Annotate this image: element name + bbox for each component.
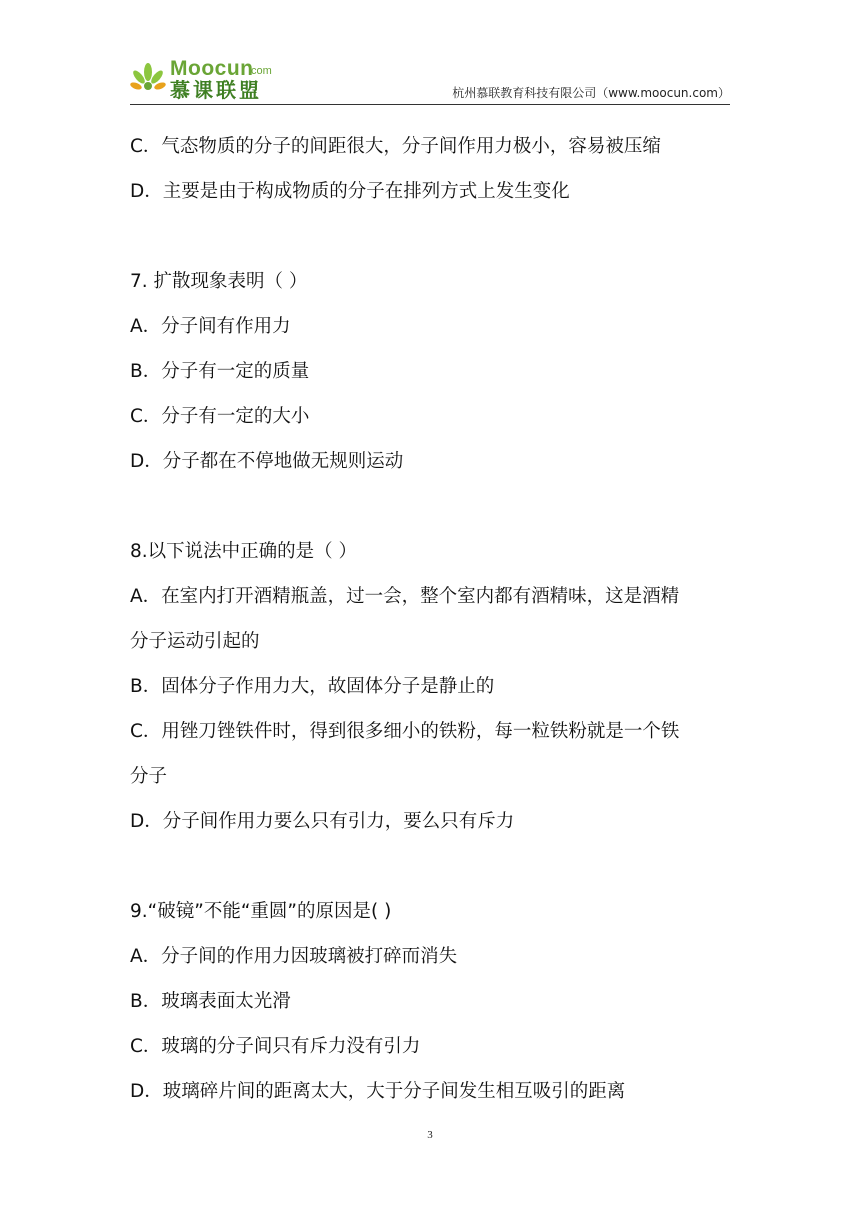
option-8c-continued: 分子 [130,766,168,787]
option-7c: C．分子有一定的大小 [130,406,310,427]
page-number: 3 [427,1129,433,1141]
option-9c: C．玻璃的分子间只有斥力没有引力 [130,1036,421,1057]
leaf-logo-icon [130,62,166,98]
option-8c: C．用锉刀锉铁件时，得到很多细小的铁粉，每一粒铁粉就是一个铁 [130,721,680,742]
logo-domain-text: .com [248,65,272,77]
moocun-logo [130,56,290,102]
question-8: 8.以下说法中正确的是（ ） [130,541,358,562]
option-7b: B．分子有一定的质量 [130,361,310,382]
logo-chinese-text: 慕课联盟 [170,78,262,102]
page-header [130,56,730,106]
option-8b: B．固体分子作用力大，故固体分子是静止的 [130,676,495,697]
option-9d: D．玻璃碎片间的距离太大，大于分子间发生相互吸引的距离 [130,1081,626,1102]
option-9b: B．玻璃表面太光滑 [130,991,291,1012]
logo-english-text: Moocun [170,57,254,80]
option-8a-continued: 分子运动引起的 [130,631,260,652]
company-name: 杭州慕联教育科技有限公司（www.moocun.com） [452,86,730,100]
option-6c: C．气态物质的分子的间距很大，分子间作用力极小，容易被压缩 [130,136,661,157]
option-8d: D．分子间作用力要么只有引力，要么只有斥力 [130,811,515,832]
question-9: 9.“破镜”不能“重圆”的原因是( ) [130,901,392,922]
option-7d: D．分子都在不停地做无规则运动 [130,451,404,472]
option-8a: A．在室内打开酒精瓶盖，过一会，整个室内都有酒精味，这是酒精 [130,586,680,607]
option-7a: A．分子间有作用力 [130,316,291,337]
header-divider [130,104,730,105]
option-6d: D．主要是由于构成物质的分子在排列方式上发生变化 [130,181,570,202]
option-9a: A．分子间的作用力因玻璃被打碎而消失 [130,946,458,967]
question-7: 7. 扩散现象表明（ ） [130,271,308,292]
